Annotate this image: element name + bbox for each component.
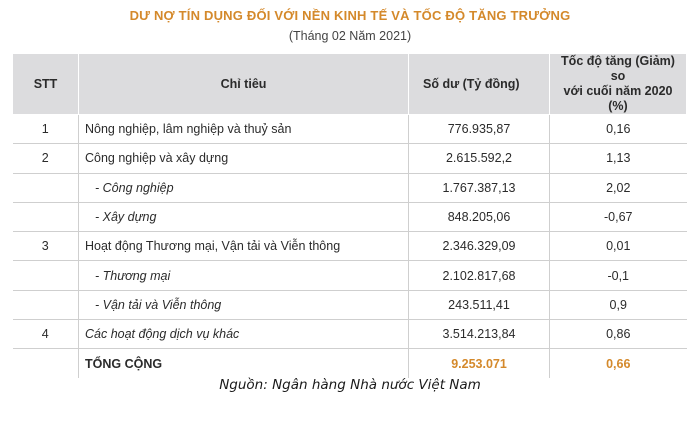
row-indicator: Hoạt động Thương mại, Vận tải và Viễn thông [79, 232, 409, 261]
row-indicator: Nông nghiệp, lâm nghiệp và thuỷ sản [79, 115, 409, 144]
table-row [13, 202, 687, 231]
header-stt: STT [13, 54, 79, 115]
row-growth-rate: 0,01 [550, 232, 687, 261]
row-indicator: - Xây dựng [79, 202, 409, 231]
row-growth-rate: 0,9 [550, 290, 687, 319]
table-subtitle: (Tháng 02 Năm 2021) [288, 29, 412, 43]
header-growth-rate-line1: Tốc độ tăng (Giảm) so [561, 54, 675, 83]
row-indicator: - Thương mại [79, 261, 409, 290]
row-balance: 1.767.387,13 [409, 173, 550, 202]
row-indicator: - Vận tải và Viễn thông [79, 290, 409, 319]
row-growth-rate: 1,13 [550, 144, 687, 173]
row-indicator: Các hoạt động dịch vụ khác [79, 320, 409, 349]
row-balance: 2.346.329,09 [409, 232, 550, 261]
total-balance: 9.253.071 [409, 349, 550, 378]
source-note: Nguồn: Ngân hàng Nhà nước Việt Nam [219, 377, 481, 393]
row-stt [13, 290, 79, 319]
header-indicator: Chỉ tiêu [79, 54, 409, 115]
total-growth-rate: 0,66 [550, 349, 687, 378]
total-label: TỔNG CỘNG [79, 349, 409, 378]
row-balance: 848.205,06 [409, 202, 550, 231]
row-growth-rate: 0,16 [550, 115, 687, 144]
table-row [13, 232, 687, 261]
row-balance: 776.935,87 [409, 115, 550, 144]
header-row [13, 54, 687, 115]
header-growth-rate [550, 54, 687, 115]
total-row [13, 349, 687, 378]
row-stt: 3 [13, 232, 79, 261]
row-balance: 2.102.817,68 [409, 261, 550, 290]
row-indicator: - Công nghiệp [79, 173, 409, 202]
row-stt: 4 [13, 320, 79, 349]
row-growth-rate: -0,1 [550, 261, 687, 290]
row-stt: 2 [13, 144, 79, 173]
row-growth-rate: 0,86 [550, 320, 687, 349]
row-indicator: Công nghiệp và xây dựng [79, 144, 409, 173]
row-balance: 3.514.213,84 [409, 320, 550, 349]
row-stt [13, 202, 79, 231]
table-row [13, 173, 687, 202]
table-row [13, 144, 687, 173]
table-row [13, 261, 687, 290]
row-growth-rate: 2,02 [550, 173, 687, 202]
header-growth-rate-line2: với cuối năm 2020 (%) [563, 84, 673, 113]
row-growth-rate: -0,67 [550, 202, 687, 231]
row-balance: 243.511,41 [409, 290, 550, 319]
table-row [13, 115, 687, 144]
row-balance: 2.615.592,2 [409, 144, 550, 173]
credit-table [12, 53, 687, 378]
table-row [13, 290, 687, 319]
table-row [13, 320, 687, 349]
row-stt [13, 261, 79, 290]
total-stt [13, 349, 79, 378]
header-balance: Số dư (Tỷ đồng) [409, 54, 550, 115]
table-title: DƯ NỢ TÍN DỤNG ĐỐI VỚI NỀN KINH TẾ VÀ TỐC ĐỘ TĂNG TRƯỞNG [129, 8, 571, 23]
row-stt [13, 173, 79, 202]
row-stt: 1 [13, 115, 79, 144]
